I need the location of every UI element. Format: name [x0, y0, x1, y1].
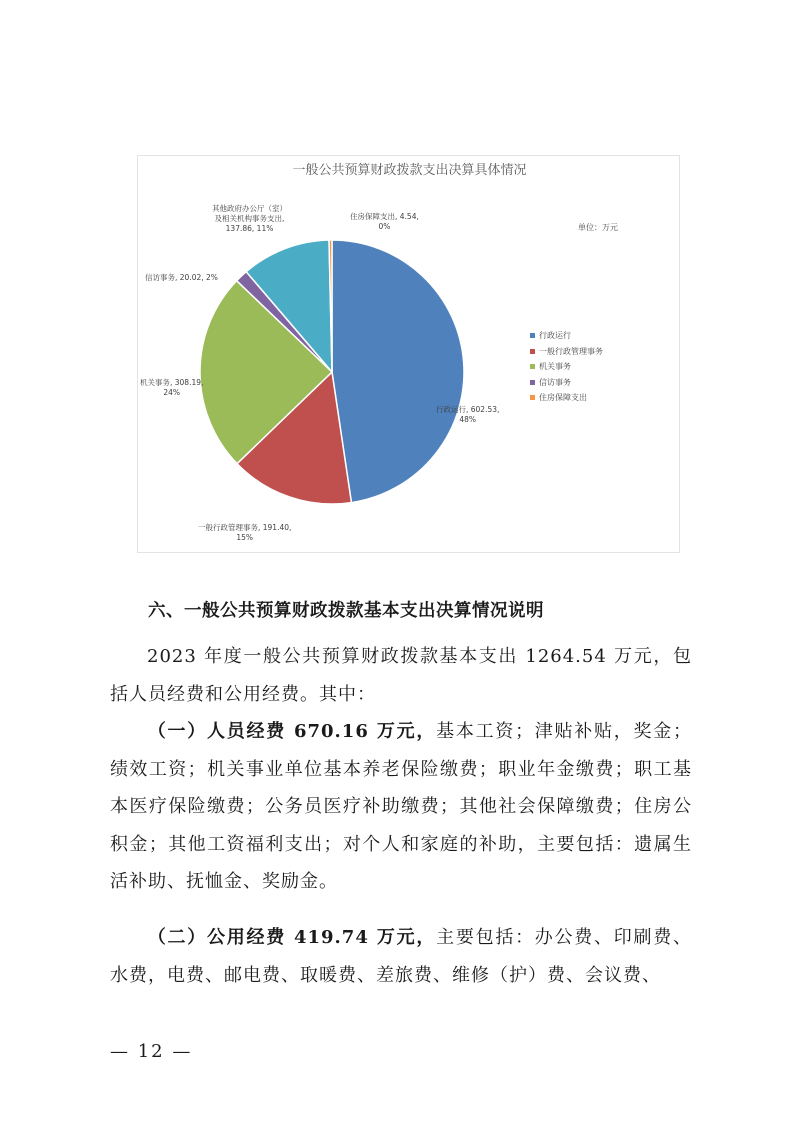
legend-item — [530, 359, 603, 375]
legend-label: 机关事务 — [539, 362, 571, 372]
paragraph-personnel — [110, 713, 692, 901]
legend-label: 一般行政管理事务 — [539, 346, 603, 356]
data-label-line: 0% — [378, 222, 391, 231]
page-number: — 12 — — [110, 1041, 193, 1062]
data-label-line: 信访事务, 20.02, 2% — [145, 273, 218, 282]
section-heading: 六、一般公共预算财政拨款基本支出决算情况说明 — [148, 601, 544, 621]
legend-swatch — [530, 395, 535, 400]
legend-label: 信访事务 — [539, 377, 571, 387]
paragraph-text: 主要包括：办公费、印刷费、水费，电费、邮电费、取暖费、差旅费、维修（护）费、会议费、 — [110, 927, 693, 986]
legend-swatch — [530, 349, 535, 354]
data-label-line: 48% — [459, 415, 477, 424]
paragraph-text: 2023 年度一般公共预算财政拨款基本支出 1264.54 万元，包括人员经费和公用经费。其中： — [110, 646, 692, 705]
legend-item — [530, 344, 603, 360]
pie-slice-0 — [332, 240, 464, 503]
pie-chart — [137, 155, 680, 553]
data-label-line: 24% — [163, 388, 181, 397]
legend-swatch — [530, 364, 535, 369]
data-label-xingzheng — [436, 405, 499, 425]
paragraph-bold-lead: （二）公用经费 419.74 万元， — [147, 927, 437, 948]
legend-label: 住房保障支出 — [539, 393, 587, 403]
legend-swatch — [530, 380, 535, 385]
unit-note: 单位：万元 — [578, 223, 618, 232]
data-label-line: 137.86, 11% — [225, 224, 274, 233]
legend-swatch — [530, 333, 535, 338]
paragraph-total — [110, 638, 692, 713]
data-label-line: 行政运行, 602.53, — [436, 405, 500, 414]
chart-legend — [530, 328, 603, 406]
data-label-line: 住房保障支出, 4.54, — [350, 212, 419, 221]
data-label-line: 及相关机构事务支出, — [214, 214, 285, 223]
data-label-xinfang — [145, 273, 218, 283]
legend-item — [530, 328, 603, 344]
data-label-zhufang — [350, 212, 419, 232]
paragraph-public — [110, 919, 692, 994]
legend-item — [530, 375, 603, 391]
data-label-qita — [212, 204, 287, 234]
data-label-yiban — [198, 523, 291, 543]
data-label-line: 机关事务, 308.19, — [140, 378, 204, 387]
legend-label: 行政运行 — [539, 331, 571, 341]
data-label-line: 一般行政管理事务, 191.40, — [198, 523, 292, 532]
data-label-line: 其他政府办公厅（室） — [212, 204, 287, 213]
paragraph-bold-lead: （一）人员经费 670.16 万元， — [147, 721, 437, 742]
data-label-jiguan — [140, 378, 203, 398]
data-label-line: 15% — [236, 533, 254, 542]
chart-title: 一般公共预算财政拨款支出决算具体情况 — [292, 163, 527, 178]
legend-item — [530, 390, 603, 406]
paragraph-text: 基本工资；津贴补贴，奖金；绩效工资；机关事业单位基本养老保险缴费；职业年金缴费；职工基本医疗保险缴费；公务员医疗补助缴费；其他社会保障缴费；住房公积金；其他工资福利支出；对个人和家庭的补助，主要包括：遗属生活补助、抚恤金、奖励金。 — [110, 721, 693, 892]
